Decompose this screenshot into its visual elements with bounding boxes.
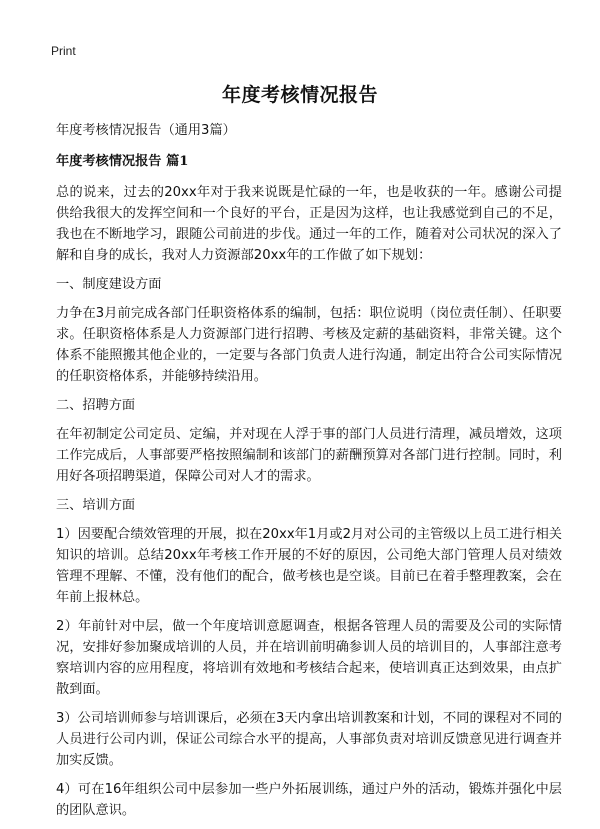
section-heading-system: 一、制度建设方面: [56, 277, 162, 292]
section-paragraph: 力争在3月前完成各部门任职资格体系的编制，包括：职位说明（岗位责任制）、任职要求。任职资格体系是人力资源部门进行招聘、考核及定薪的基础资料，非常关键。这个体系不能照搬其他企业的，一定要与各部门负责人进行沟通，制定出符合公司实际情况的任职资格体系，并能够持续沿用。: [56, 306, 562, 384]
document-body: [56, 120, 562, 829]
section-paragraph: 4）可在16年组织公司中层参加一些户外拓展训练，通过户外的活动，锻炼并强化中层的团队意识。: [56, 782, 562, 818]
page-title: 年度考核情况报告: [221, 84, 378, 106]
intro-paragraph: 总的说来，过去的20xx年对于我来说既是忙碌的一年，也是收获的一年。感谢公司提供给我很大的发挥空间和一个良好的平台，正是因为这样，也让我感觉到自己的不足，我也在不断地学习，跟随公司前进的步伐。通过一年的工作，随着对公司状况的深入了解和自身的成长，我对人力资源部20xx年的工作做了如下规划：: [56, 185, 562, 263]
document-subtitle: 年度考核情况报告（通用3篇）: [56, 123, 236, 138]
section-paragraph: 在年初制定公司定员、定编，并对现在人浮于事的部门人员进行清理，减员增效，这项工作完成后，人事部要严格按照编制和该部门的薪酬预算对各部门进行控制。同时，利用好各项招聘渠道，保障公司对人才的需求。: [56, 427, 562, 484]
section-paragraph: 1）因要配合绩效管理的开展，拟在20xx年1月或2月对公司的主管级以上员工进行相关知识的培训。总结20xx年考核工作开展的不好的原因，公司绝大部门管理人员对绩效管理不理解、不懂，没有他们的配合，做考核也是空谈。目前已在着手整理教案，会在年前上报林总。: [56, 527, 562, 605]
print-link[interactable]: Print: [51, 44, 76, 58]
section-paragraph: 3）公司培训师参与培训课后，必须在3天内拿出培训教案和计划，不同的课程对不同的人员进行公司内训，保证公司综合水平的提高，人事部负责对培训反馈意见进行调查并加实反馈。: [56, 711, 562, 768]
section-heading-training: 三、培训方面: [56, 498, 136, 513]
article-title: 年度考核情况报告 篇1: [56, 154, 189, 169]
section-paragraph: 2）年前针对中层，做一个年度培训意愿调查，根据各管理人员的需要及公司的实际情况，安排好参加聚成培训的人员，并在培训前明确参训人员的培训目的，人事部注意考察培训内容的应用程度，将培训有效地和考核结合起来，使培训真正达到效果，由点扩散到面。: [56, 619, 562, 697]
section-heading-recruitment: 二、招聘方面: [56, 398, 136, 413]
